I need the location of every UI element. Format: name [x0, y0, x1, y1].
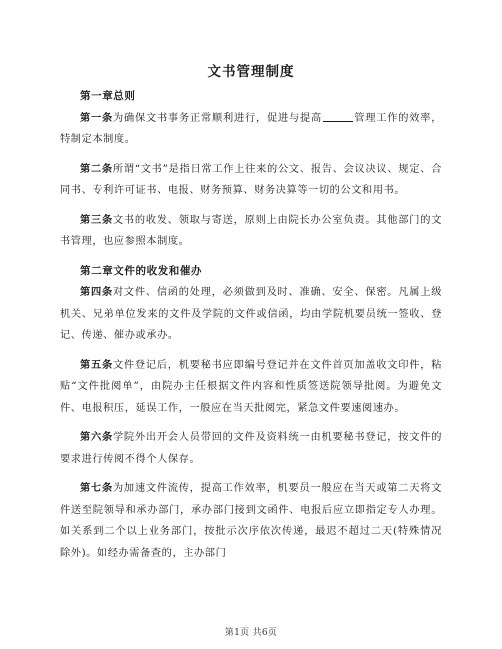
fill-in-blank [323, 111, 353, 122]
article-text: 为确保文书事务正常顺利进行，促进与提高 [113, 112, 322, 124]
article-paragraph [60, 210, 442, 253]
article-number: 第六条 [80, 431, 113, 443]
document-title: 文书管理制度 [207, 64, 295, 80]
article-text: 所谓“文书”是指日常工作上往来的公文、报告、会议决议、规定、合同书、专利许可证书、电报、财务预算、财务决算等一切的公文和用书。 [60, 163, 442, 196]
article-text: 为加速文件流传，提高工作效率，机要员一般应在当天或第二天将文件送至院领导和承办部门，承办部门接到文函件、电报后应立即指定专人办理。如关系到二个以上业务部门，按批示次序依次传递，最迟不超过二天(特殊情况除外)。如经办需备查的，主办部门 [60, 483, 442, 559]
article-paragraph [60, 159, 442, 202]
article-number: 第五条 [80, 358, 113, 371]
article-paragraph [60, 427, 442, 470]
article-paragraph [60, 478, 442, 564]
article-paragraph [60, 282, 442, 347]
article-number: 第一条 [80, 111, 113, 124]
page-number-footer: 第1页 共6页 [224, 628, 278, 638]
article-number: 第二条 [80, 162, 113, 175]
chapter-heading: 第一章总则 [80, 90, 136, 102]
article-paragraph [60, 108, 442, 151]
article-number: 第四条 [80, 286, 113, 298]
article-number: 第三条 [80, 213, 113, 226]
article-text: 管理工作的效率，特制定本制度。 [60, 112, 442, 145]
article-paragraph [60, 355, 442, 420]
article-text: 文书的收发、领取与寄送，原则上由院长办公室负责。其他部门的文书管理，也应参照本制度。 [60, 214, 442, 247]
document-body [60, 86, 442, 572]
article-text: 学院外出开会人员带回的文件及资料统一由机要秘书登记，按文件的要求进行传阅不得个人保存。 [60, 432, 442, 465]
article-text: 对文件、信函的处理，必须做到及时、准确、安全、保密。凡属上级机关、兄弟单位发来的文件及学院的文件或信函，均由学院机要员统一签收、登记、传递、催办或承办。 [60, 287, 442, 341]
article-text: 文件登记后，机要秘书应即编号登记并在文件首页加盖收文印件，粘贴“文件批阅单”，由院办主任根据文件内容和性质签送院领导批阅。为避免文件、电报积压，延误工作，一般应在当天批阅完，紧急文件要速阅速办。 [60, 359, 442, 414]
article-number: 第七条 [80, 482, 113, 494]
chapter-heading: 第二章文件的收发和催办 [80, 264, 203, 277]
